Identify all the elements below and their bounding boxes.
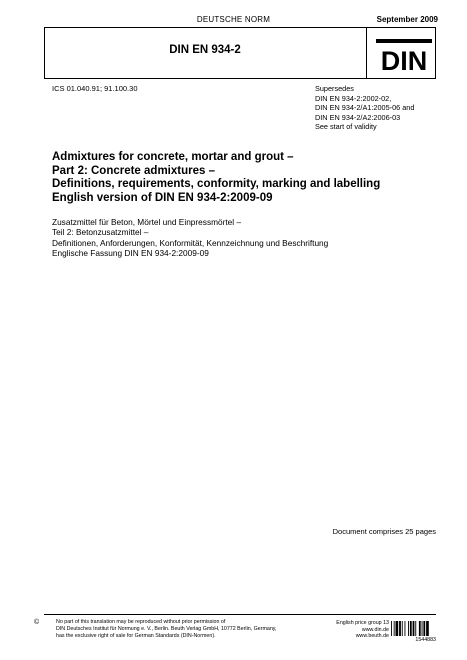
copyright-line: No part of this translation may be reproduced without prior permission of [56, 619, 226, 625]
din-logo-text: DIN [380, 46, 428, 74]
barcode-bar [413, 621, 415, 636]
barcode-bar [396, 621, 399, 636]
barcode-bar [399, 621, 401, 636]
standard-number: DIN EN 934-2 [169, 44, 241, 56]
barcode-bar [419, 621, 421, 636]
header-organization: DEUTSCHE NORM [196, 15, 271, 24]
german-title-line: Definitionen, Anforderungen, Konformität, Kennzeichnung und Beschriftung [52, 237, 329, 248]
price-group [300, 620, 389, 640]
frame-top-line [44, 27, 436, 28]
document-code: 1544883 [415, 637, 436, 643]
barcode-bar [426, 621, 429, 636]
barcode-bar [415, 621, 416, 636]
german-title [52, 217, 328, 259]
header-date: September 2009 [376, 15, 438, 24]
barcode-bar [402, 621, 403, 636]
supersedes-line: DIN EN 934-2/A1:2005-06 and [315, 103, 415, 112]
supersedes-line: Supersedes [315, 84, 354, 93]
din-logo [372, 34, 436, 74]
barcode-bar [422, 621, 423, 636]
german-title-line: Teil 2: Betonzusatzmittel – [52, 227, 149, 238]
barcode-bar [405, 621, 406, 636]
english-title-line: Definitions, requirements, conformity, marking and labelling [52, 178, 381, 190]
barcode-bar [408, 621, 409, 636]
frame-mid-line [44, 78, 436, 79]
english-title-line: Part 2: Concrete admixtures – [52, 164, 215, 177]
supersedes-line: See start of validity [315, 122, 377, 131]
supersedes-block [315, 84, 414, 132]
supersedes-line: DIN EN 934-2:2002-02, [315, 93, 392, 103]
copyright-notice [56, 619, 277, 640]
barcode-bar [391, 621, 392, 636]
barcode-image [391, 621, 436, 636]
footer-line [44, 614, 436, 615]
english-title [52, 151, 380, 205]
english-title-line: Admixtures for concrete, mortar and grout – [52, 151, 294, 163]
barcode-bar [410, 621, 412, 636]
website-link[interactable]: www.beuth.de [355, 633, 389, 640]
website-link[interactable]: www.din.de [361, 626, 389, 633]
page-count-note: Document comprises 25 pages [332, 527, 436, 536]
copyright-line: has the exclusive right of sale for German Standards (DIN-Normen). [56, 633, 216, 639]
copyright-line: DIN Deutsches Institut für Normung e. V., Berlin. Beuth Verlag GmbH, 10772 Berlin, Germany, [56, 626, 277, 632]
english-title-line: English version of DIN EN 934-2:2009-09 [52, 191, 273, 204]
supersedes-line: DIN EN 934-2/A2:2006-03 [315, 112, 401, 122]
ics-code: ICS 01.040.91; 91.100.30 [52, 84, 138, 93]
copyright-symbol: © [34, 619, 40, 626]
barcode-bar [423, 621, 425, 636]
german-title-line: Englische Fassung DIN EN 934-2:2009-09 [52, 248, 209, 259]
frame-divider-line [366, 27, 367, 79]
price-line: English price group 13 [336, 620, 389, 626]
barcode-bar [394, 621, 395, 636]
german-title-line: Zusatzmittel für Beton, Mörtel und Einpressmörtel – [52, 217, 242, 227]
